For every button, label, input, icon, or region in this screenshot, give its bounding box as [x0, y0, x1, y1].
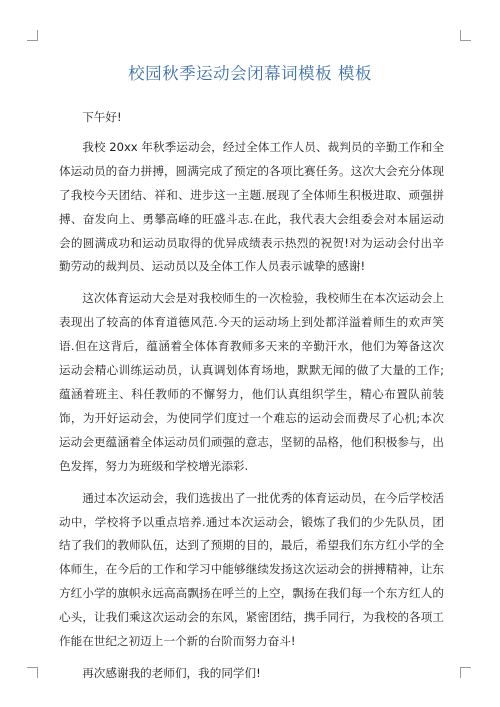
paragraph-review: 这次体育运动大会是对我校师生的一次检验，我校师生在本次运动会上表现出了较高的体育道德风范.今天的运动场上到处都洋溢着师生的欢声笑语.但在这背后，蕴涵着全体体育教师多天来的辛勤汗水，他们为筹备这次运动会精心训练运动员，认真调划体育场地，默默无闻的做了大量的工作;蕴涵着班主、科任教师的不懈努力，他们认真组织学生，精心布置队前装饰，为开好运动会，为使同学们度过一个难忘的运动会而费尽了心机;本次运动会更蕴涵着全体运动员们顽强的意志，坚韧的品格，他们积极参与，出色发挥，努力为班级和学校增光添彩. — [59, 291, 444, 473]
greeting-line: 下午好! — [82, 110, 122, 124]
document-body — [59, 106, 444, 694]
crop-mark-bottom-left — [27, 667, 38, 678]
crop-mark-bottom-right — [460, 667, 471, 678]
crop-mark-top-right — [460, 30, 471, 41]
paragraph-outlook: 通过本次运动会，我们选拔出了一批优秀的体育运动员，在今后学校活动中，学校将予以重点培养.通过本次运动会，锻炼了我们的少先队员，团结了我们的教师队伍，达到了预期的目的，最后，希望我们东方红小学的全体师生，在今后的工作和学习中能够继续发扬这次运动会的拼搏精神，让东方红小学的旗帜永远高高飘扬在呼兰的上空，飘扬在我们每一个东方红人的心头，让我们乘这次运动会的东风，紧密团结，携手同行，为我校的各项工作能在世纪之初迈上一个新的台阶而努力奋斗! — [59, 490, 444, 649]
crop-mark-top-left — [27, 30, 38, 41]
document-title: 校园秋季运动会闭幕词模板 模板 — [128, 64, 372, 83]
paragraph-closing: 再次感谢我的老师们，我的同学们! — [82, 665, 261, 680]
paragraph-opening: 我校 20xx 年秋季运动会，经过全体工作人员、裁判员的辛勤工作和全体运动员的奋力拼搏，圆满完成了预定的各项比赛任务。这次大会充分体现了我校今天团结、祥和、进步这一主题.展现了全体师生积极进取、顽强拼搏、奋发向上、勇攀高峰的旺盛斗志.在此，我代表大会组委会对本届运动会的圆满成功和运动员取得的优异成绩表示热烈的祝贺!对为运动会付出辛勤劳动的裁判员、运动员以及全体工作人员表示诚挚的感谢! — [59, 139, 444, 274]
